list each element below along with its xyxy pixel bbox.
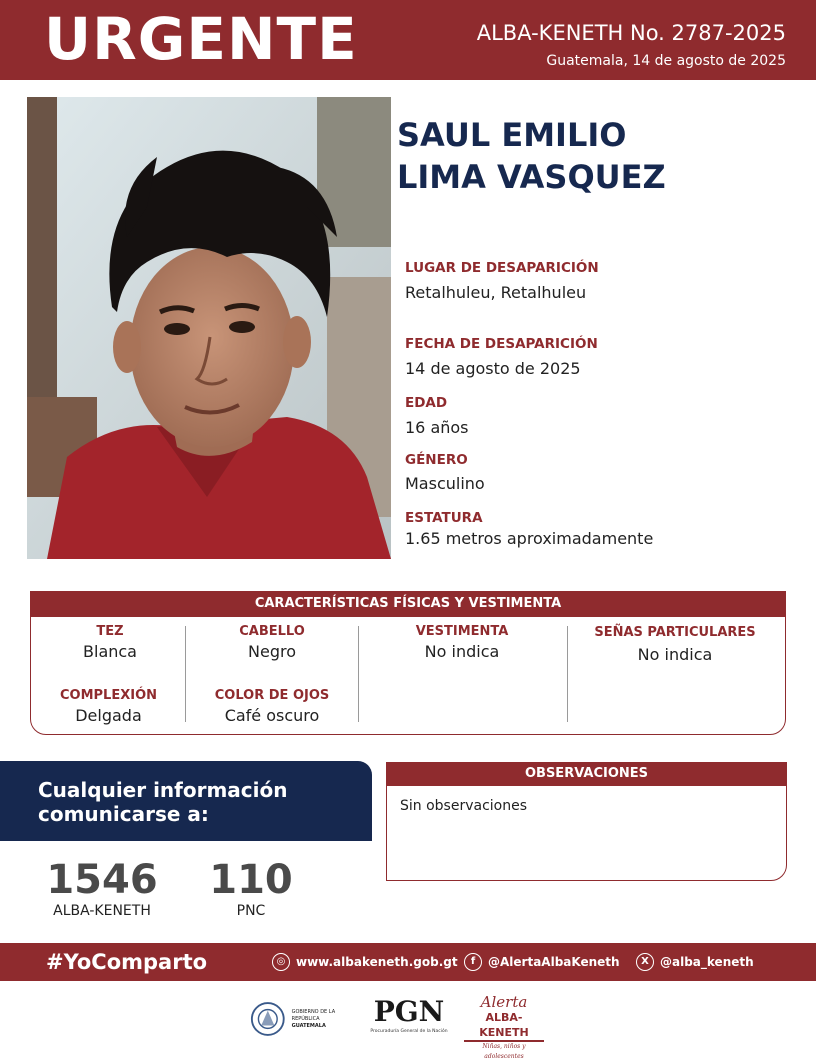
field-label-place: LUGAR DE DESAPARICIÓN	[405, 260, 599, 276]
tez-value: Blanca	[83, 642, 137, 661]
phone-number-alba: 1546	[46, 857, 158, 903]
alba-keneth-logo	[464, 993, 544, 1060]
person-name-line2: LIMA VASQUEZ	[397, 158, 666, 196]
tez-label: TEZ	[96, 624, 124, 639]
phone-label-pnc: PNC	[236, 903, 266, 919]
field-label-age: EDAD	[405, 395, 448, 411]
cabello-label: CABELLO	[239, 624, 305, 639]
cabello-value: Negro	[248, 642, 296, 661]
case-number: ALBA-KENETH No. 2787-2025	[476, 21, 786, 45]
government-logo	[250, 998, 360, 1040]
globe-icon: ◎	[272, 953, 290, 971]
facebook-link[interactable]	[464, 952, 620, 972]
column-divider	[185, 626, 186, 722]
field-value-gender: Masculino	[405, 474, 485, 493]
field-label-gender: GÉNERO	[405, 452, 468, 468]
phone-label-alba: ALBA-KENETH	[53, 903, 151, 919]
complexion-value: Delgada	[75, 706, 142, 725]
missing-person-photo	[27, 97, 391, 559]
contact-line2: comunicarse a:	[38, 802, 209, 826]
facebook-text: @AlertaAlbaKeneth	[488, 955, 620, 969]
pgn-logo	[364, 996, 454, 1042]
eye-color-label: COLOR DE OJOS	[214, 688, 330, 703]
alba-keneth-text: ALBA-KENETH	[464, 1010, 544, 1042]
column-divider	[567, 626, 568, 722]
observations-title: OBSERVACIONES	[386, 762, 787, 786]
urgent-title: URGENTE	[44, 5, 358, 73]
pgn-subtext: Procuraduría General de la Nación	[370, 1029, 448, 1034]
hashtag: #YoComparto	[46, 950, 208, 974]
website-text: www.albakeneth.gob.gt	[296, 955, 458, 969]
field-value-height: 1.65 metros aproximadamente	[405, 529, 654, 548]
field-label-height: ESTATURA	[405, 510, 483, 526]
phone-number-pnc: 110	[209, 857, 293, 903]
observations-text: Sin observaciones	[400, 798, 528, 814]
complexion-label: COMPLEXIÓN	[59, 688, 157, 703]
facebook-icon: f	[464, 953, 482, 971]
x-link[interactable]	[636, 952, 754, 972]
alba-keneth-subtext: Niñas, niños y adolescentes	[482, 1043, 526, 1060]
senas-value: No indica	[637, 645, 713, 664]
field-value-date: 14 de agosto de 2025	[405, 359, 581, 378]
senas-label: SEÑAS PARTICULARES	[594, 625, 756, 640]
guatemala-seal-icon	[250, 1000, 286, 1038]
gov-line2: GUATEMALA	[291, 1022, 326, 1029]
field-label-date: FECHA DE DESAPARICIÓN	[405, 336, 598, 352]
pgn-text: PGN	[373, 995, 445, 1028]
contact-line1: Cualquier información	[38, 778, 288, 802]
case-date: Guatemala, 14 de agosto de 2025	[546, 53, 786, 69]
field-value-age: 16 años	[405, 418, 469, 437]
x-icon: X	[636, 953, 654, 971]
field-value-place: Retalhuleu, Retalhuleu	[405, 283, 587, 302]
contact-text	[38, 778, 288, 826]
x-text: @alba_keneth	[660, 955, 754, 969]
vestimenta-value: No indica	[424, 642, 500, 661]
gov-line1: GOBIERNO DE LA REPÚBLICA	[291, 1008, 336, 1022]
person-name	[397, 114, 666, 198]
characteristics-title: CARACTERÍSTICAS FÍSICAS Y VESTIMENTA	[30, 591, 786, 617]
person-name-line1: SAUL EMILIO	[397, 116, 627, 154]
eye-color-value: Café oscuro	[224, 706, 320, 725]
website-link[interactable]	[272, 952, 458, 972]
vestimenta-label: VESTIMENTA	[415, 624, 509, 639]
alerta-text: Alerta	[480, 993, 528, 1011]
column-divider	[358, 626, 359, 722]
